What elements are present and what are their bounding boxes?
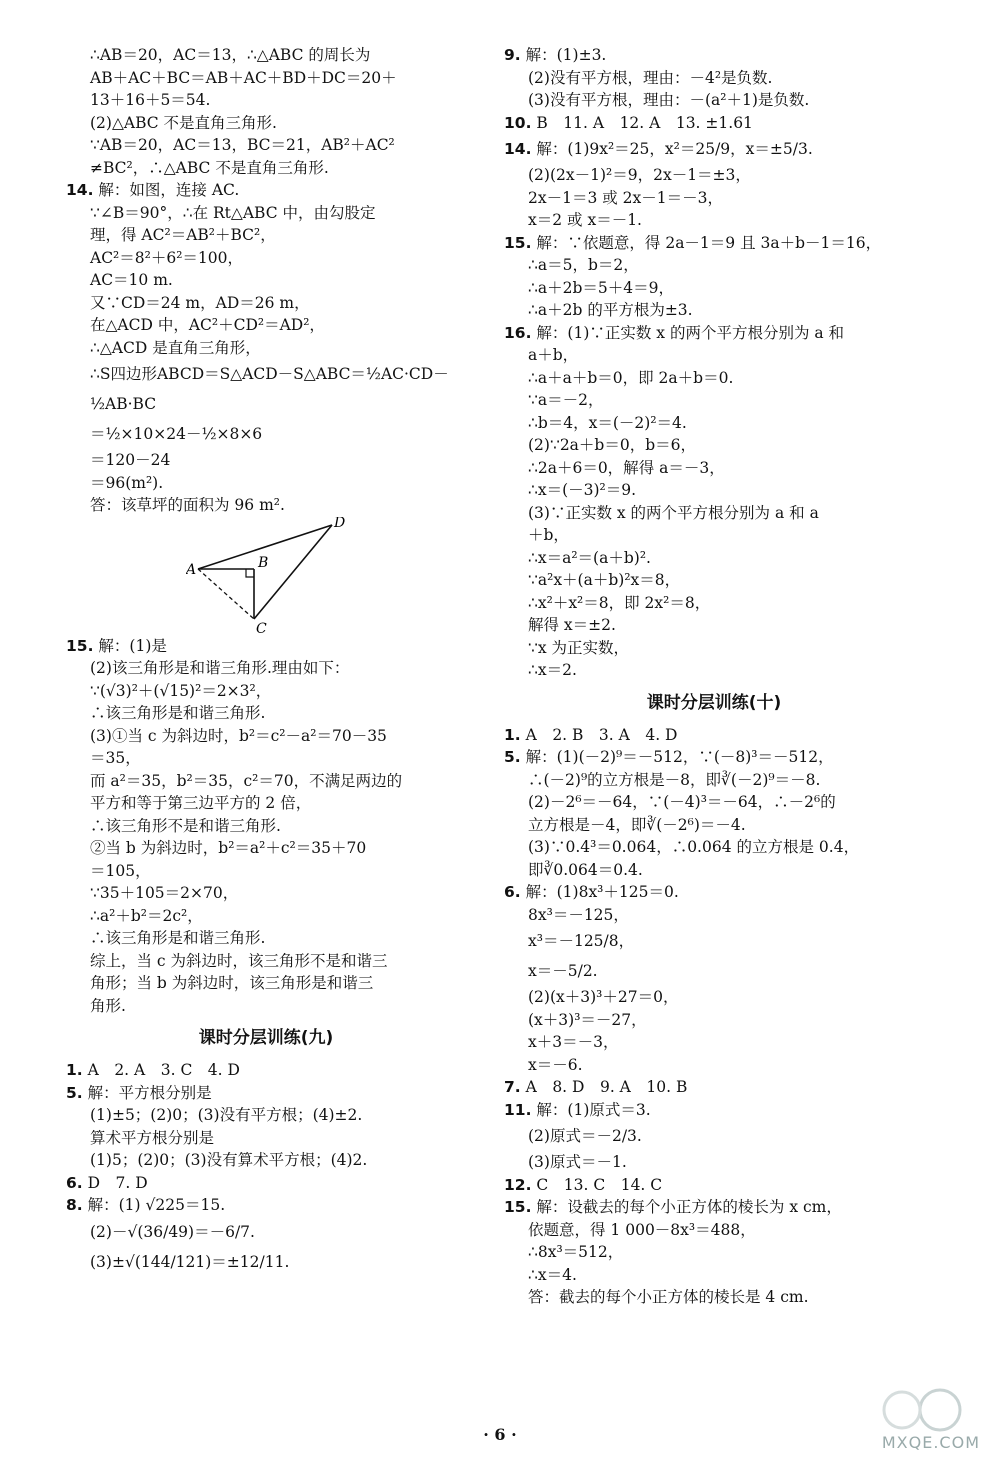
answer-line	[504, 769, 924, 792]
line-text: (2)没有平方根，理由：－4²是负数.	[528, 68, 773, 87]
line-text: 解得 x＝±2.	[528, 616, 616, 634]
answer-line	[504, 614, 924, 637]
line-text: ＝96(m²).	[90, 473, 164, 492]
line-text: (2)－√(36/49)＝－6/7.	[90, 1222, 255, 1241]
section-heading: 课时分层训练(十)	[646, 692, 782, 713]
line-text: a＋b，	[528, 346, 579, 364]
answer-line	[66, 725, 466, 748]
question-number: 12.	[504, 1175, 532, 1194]
line-text: 解：设截去的每个小正方体的棱长为 x cm，	[536, 1198, 842, 1216]
line-text: (3)原式＝－1.	[528, 1153, 627, 1171]
answer-line	[66, 337, 466, 360]
answer-line	[504, 1054, 924, 1077]
line-text: ∴a＋2b 的平方根为±3.	[528, 301, 693, 319]
line-text: ≠BC²，∴△ABC 不是直角三角形.	[90, 158, 329, 177]
answer-line	[504, 1031, 924, 1054]
line-text: 理，得 AC²＝AB²＋BC²，	[90, 226, 276, 244]
answer-line	[66, 314, 466, 337]
question-number: 14.	[504, 140, 532, 158]
line-text: (2)∵2a＋b＝0，b＝6，	[528, 436, 696, 454]
line-text: 解：(1) √225＝15.	[87, 1196, 226, 1214]
answer-line	[504, 547, 924, 570]
answer-line	[66, 702, 466, 725]
question-line	[504, 1174, 924, 1197]
question-number: 14.	[66, 181, 94, 199]
answer-line	[504, 299, 924, 322]
line-text: ∵AB＝20，AC＝13，BC＝21，AB²＋AC²	[90, 136, 395, 154]
line-text: 平方和等于第三边平方的 2 倍，	[90, 794, 312, 812]
line-text: 解：∵依题意，得 2a－1＝9 且 3a＋b－1＝16，	[536, 233, 882, 252]
line-text: 立方根是－4，即∛(－2⁶)＝－4.	[528, 815, 746, 834]
answer-line	[504, 592, 924, 615]
answer-line	[504, 1219, 924, 1242]
line-text: (3)∵0.4³＝0.064，∴0.064 的立方根是 0.4，	[528, 838, 860, 856]
answer-line	[66, 770, 466, 793]
answer-line	[66, 224, 466, 247]
line-text: 8x³＝－125，	[528, 905, 629, 924]
question-number: 8.	[66, 1196, 83, 1214]
question-line	[66, 635, 466, 658]
question-number: 15.	[504, 1198, 532, 1216]
page-number: · 6 ·	[483, 1425, 517, 1444]
line-text: ∵x 为正实数，	[528, 638, 630, 657]
answer-line	[66, 882, 466, 905]
line-text: ∴(－2)⁹的立方根是－8，即∛(－2)⁹＝－8.	[528, 770, 821, 789]
line-text: 又∵CD＝24 m，AD＝26 m，	[90, 293, 310, 312]
answer-line	[66, 67, 466, 90]
line-text: 2x－1＝3 或 2x－1＝－3，	[528, 188, 724, 207]
answer-line	[504, 344, 924, 367]
line-text: 解：(1)8x³＋125＝0.	[525, 883, 679, 901]
line-text: x＋3＝－3，	[528, 1033, 619, 1051]
answer-line	[504, 1241, 924, 1264]
answer-line	[504, 1151, 924, 1174]
line-text: ∴该三角形是和谐三角形.	[90, 704, 266, 722]
answer-line	[66, 134, 466, 157]
answer-line	[66, 950, 466, 973]
line-text: (1)5；(2)0；(3)没有算术平方根；(4)2.	[90, 1151, 368, 1169]
answer-line	[504, 956, 924, 986]
answer-line	[66, 927, 466, 950]
answer-line	[504, 904, 924, 927]
answer-line	[66, 860, 466, 883]
line-text: ＝105，	[90, 861, 151, 880]
question-line	[66, 1172, 466, 1195]
line-text: ∴△ACD 是直角三角形，	[90, 338, 261, 357]
answer-line	[504, 791, 924, 814]
line-text: 解：(1)是	[98, 636, 167, 655]
answer-line	[66, 419, 466, 449]
answer-line	[66, 202, 466, 225]
left-column	[66, 44, 466, 1277]
answer-line	[66, 247, 466, 270]
line-text: ②当 b 为斜边时，b²＝a²＋c²＝35＋70	[90, 839, 367, 857]
question-line	[504, 112, 924, 135]
question-number: 6.	[504, 883, 521, 901]
line-text: ∴AB＝20，AC＝13，∴△ABC 的周长为	[90, 46, 371, 64]
question-line	[504, 1196, 924, 1219]
line-text: 解：(1)(－2)⁹＝－512，∵(－8)³＝－512，	[525, 748, 834, 766]
line-text: 在△ACD 中，AC²＋CD²＝AD²，	[90, 316, 325, 334]
question-line	[504, 1076, 924, 1099]
watermark-text: MXQE.COM	[881, 1433, 980, 1452]
line-text: AC²＝8²＋6²＝100，	[90, 248, 244, 267]
answer-line	[66, 747, 466, 770]
question-number: 7.	[504, 1078, 521, 1096]
line-text: ∴a＋2b＝5＋4＝9，	[528, 278, 674, 297]
answer-line	[66, 292, 466, 315]
question-number: 5.	[504, 748, 521, 766]
question-line	[66, 1082, 466, 1105]
answer-line	[66, 972, 466, 995]
line-text: ∴a＋a＋b＝0，即 2a＋b＝0.	[528, 368, 734, 387]
answer-line	[504, 836, 924, 859]
answer-line	[66, 837, 466, 860]
answer-line	[66, 1247, 466, 1277]
line-text: 解：如图，连接 AC.	[98, 181, 240, 199]
question-number: 6.	[66, 1173, 83, 1192]
answer-line	[504, 209, 924, 232]
answer-line	[504, 569, 924, 592]
question-number: 11.	[504, 1100, 532, 1119]
line-text: 13＋16＋5＝54.	[90, 91, 211, 109]
question-number: 9.	[504, 46, 521, 64]
line-text: ∴x＝(－3)²＝9.	[528, 481, 637, 499]
quadrilateral-diagram	[186, 517, 356, 635]
segment-dc	[254, 525, 332, 619]
question-line	[66, 1194, 466, 1217]
line-text: x＝－5/2.	[528, 962, 598, 980]
line-text: 依题意，得 1 000－8x³＝488，	[528, 1220, 756, 1239]
line-text: 综上，当 c 为斜边时，该三角形不是和谐三	[90, 951, 388, 970]
line-text: ∵a＝－2，	[528, 391, 604, 409]
question-line	[504, 44, 924, 67]
line-text: A 2. A 3. C 4. D	[87, 1061, 240, 1079]
line-text: ∴a＝5，b＝2，	[528, 256, 639, 274]
line-text: 解：(1)±3.	[525, 46, 607, 64]
answer-line	[504, 457, 924, 480]
line-text: 而 a²＝35，b²＝35，c²＝70，不满足两边的	[90, 771, 403, 790]
line-text: x³＝－125/8，	[528, 932, 635, 950]
question-number: 16.	[504, 323, 532, 342]
question-number: 5.	[66, 1083, 83, 1102]
answer-line	[504, 187, 924, 210]
line-text: ∴该三角形是和谐三角形.	[90, 929, 266, 947]
line-text: 解：(1)原式＝3.	[536, 1100, 651, 1119]
line-text: ∴S四边形ABCD＝S△ACD－S△ABC＝½AC·CD－	[90, 365, 449, 383]
line-text: (3)①当 c 为斜边时，b²＝c²－a²＝70－35	[90, 726, 387, 745]
answer-line	[504, 1121, 924, 1151]
line-text: ½AB·BC	[90, 395, 157, 413]
answer-line	[66, 269, 466, 292]
line-text: (2)△ABC 不是直角三角形.	[90, 113, 277, 132]
answer-line	[66, 1104, 466, 1127]
line-text: 解：平方根分别是	[87, 1083, 212, 1102]
answer-line	[66, 657, 466, 680]
line-text: AC＝10 m.	[90, 271, 173, 289]
line-text: (3)∵正实数 x 的两个平方根分别为 a 和 a	[528, 503, 819, 522]
answer-line	[504, 89, 924, 112]
line-text: (2)原式＝－2/3.	[528, 1127, 642, 1145]
line-text: (2)(2x－1)²＝9，2x－1＝±3，	[528, 166, 751, 184]
answer-line	[504, 412, 924, 435]
line-text: 角形.	[90, 996, 126, 1015]
line-text: ∴x＝a²＝(a＋b)².	[528, 548, 651, 567]
answer-line	[504, 814, 924, 837]
answer-line	[66, 449, 466, 472]
answer-line	[504, 637, 924, 660]
answer-line	[66, 44, 466, 67]
answer-line	[66, 995, 466, 1018]
right-angle-mark	[246, 569, 254, 577]
line-text: (3)没有平方根，理由：－(a²＋1)是负数.	[528, 91, 810, 109]
answer-line	[504, 367, 924, 390]
answer-line	[504, 434, 924, 457]
answer-line	[504, 254, 924, 277]
question-number: 1.	[504, 725, 521, 744]
question-line	[66, 1059, 466, 1082]
answer-line	[504, 1286, 924, 1309]
answer-line	[66, 680, 466, 703]
label-a: A	[186, 561, 197, 578]
answer-line	[66, 494, 466, 517]
line-text: 解：(1)9x²＝25，x²＝25/9，x＝±5/3.	[536, 140, 813, 158]
answer-line	[66, 905, 466, 928]
watermark-logo	[832, 1384, 982, 1454]
line-text: D 7. D	[87, 1173, 148, 1192]
question-line	[504, 134, 924, 164]
question-number: 15.	[504, 233, 532, 252]
line-text: ＝35，	[90, 749, 141, 767]
line-text: ∴x＝2.	[528, 661, 577, 679]
question-line	[504, 322, 924, 345]
answer-line	[66, 1217, 466, 1247]
section-heading: 课时分层训练(九)	[198, 1028, 334, 1048]
answer-line	[66, 1149, 466, 1172]
answer-line	[66, 792, 466, 815]
answer-line	[504, 859, 924, 882]
line-text: (2)该三角形是和谐三角形.理由如下：	[90, 659, 350, 677]
answer-line	[66, 472, 466, 495]
question-line	[504, 232, 924, 255]
question-number: 10.	[504, 113, 532, 132]
answer-line	[66, 157, 466, 180]
answer-line	[504, 277, 924, 300]
answer-line	[504, 1264, 924, 1287]
line-text: 角形；当 b 为斜边时，该三角形是和谐三	[90, 974, 374, 992]
answer-line	[504, 479, 924, 502]
answer-line	[504, 524, 924, 547]
answer-line	[504, 389, 924, 412]
line-text: B 11. A 12. A 13. ±1.61	[536, 113, 753, 132]
answer-line	[504, 502, 924, 525]
question-number: 1.	[66, 1061, 83, 1079]
line-text: ∵(√3)²＋(√15)²＝2×3²，	[90, 681, 272, 700]
line-text: ∴a²＋b²＝2c²，	[90, 906, 203, 925]
question-line	[504, 746, 924, 769]
right-column	[504, 44, 924, 1309]
line-text: A 8. D 9. A 10. B	[525, 1078, 688, 1096]
line-text: 答：截去的每个小正方体的棱长是 4 cm.	[528, 1288, 809, 1306]
line-text: (2)－2⁶＝－64，∵(－4)³＝－64，∴－2⁶的	[528, 793, 836, 811]
line-text: ∴b＝4，x＝(－2)²＝4.	[528, 413, 687, 432]
line-text: 解：(1)∵正实数 x 的两个平方根分别为 a 和	[536, 323, 845, 342]
question-line	[504, 881, 924, 904]
answer-line	[66, 1127, 466, 1150]
line-text: 即∛0.064＝0.4.	[528, 860, 643, 879]
line-text: x＝2 或 x＝－1.	[528, 211, 642, 229]
line-text: C 13. C 14. C	[536, 1175, 663, 1194]
line-text: (2)(x＋3)³＋27＝0，	[528, 988, 679, 1006]
label-d: D	[334, 516, 346, 531]
answer-line	[504, 659, 924, 682]
answer-line	[504, 926, 924, 956]
line-text: ＝120－24	[90, 451, 171, 469]
line-text: ∵a²x＋(a＋b)²x＝8，	[528, 571, 681, 589]
question-number: 15.	[66, 636, 94, 655]
line-text: (x＋3)³＝－27，	[528, 1010, 647, 1029]
answer-line	[66, 112, 466, 135]
line-text: ＋b，	[528, 526, 569, 544]
answer-line	[66, 815, 466, 838]
question-line	[66, 179, 466, 202]
line-text: ∴该三角形不是和谐三角形.	[90, 816, 281, 835]
line-text: ∴x＝4.	[528, 1265, 577, 1284]
question-line	[504, 724, 924, 747]
line-text: A 2. B 3. A 4. D	[525, 725, 678, 744]
answer-line	[66, 359, 466, 389]
answer-line	[66, 89, 466, 112]
answer-line	[66, 389, 466, 419]
line-text: ∴8x³＝512，	[528, 1243, 624, 1261]
line-text: AB＋AC＋BC＝AB＋AC＋BD＋DC＝20＋	[90, 68, 397, 87]
line-text: (3)±√(144/121)＝±12/11.	[90, 1252, 290, 1271]
label-b: B	[258, 554, 269, 571]
answer-line	[504, 164, 924, 187]
answer-line	[504, 67, 924, 90]
line-text: ∴x²＋x²＝8，即 2x²＝8，	[528, 593, 711, 612]
line-text: ∴2a＋6＝0，解得 a＝－3，	[528, 458, 725, 477]
line-text: x＝－6.	[528, 1055, 583, 1074]
line-text: (1)±5；(2)0；(3)没有平方根；(4)±2.	[90, 1106, 363, 1124]
question-line	[504, 1099, 924, 1122]
line-text: ∵∠B＝90°，∴在 Rt△ABC 中，由勾股定	[90, 203, 376, 222]
label-c: C	[256, 620, 267, 635]
line-text: 算术平方根分别是	[90, 1128, 215, 1147]
line-text: 答：该草坪的面积为 96 m².	[90, 496, 285, 514]
answer-line	[504, 986, 924, 1009]
geometry-figure	[66, 517, 466, 635]
line-text: ＝½×10×24－½×8×6	[90, 425, 263, 443]
line-text: ∵35＋105＝2×70，	[90, 884, 239, 902]
answer-line	[504, 1009, 924, 1032]
